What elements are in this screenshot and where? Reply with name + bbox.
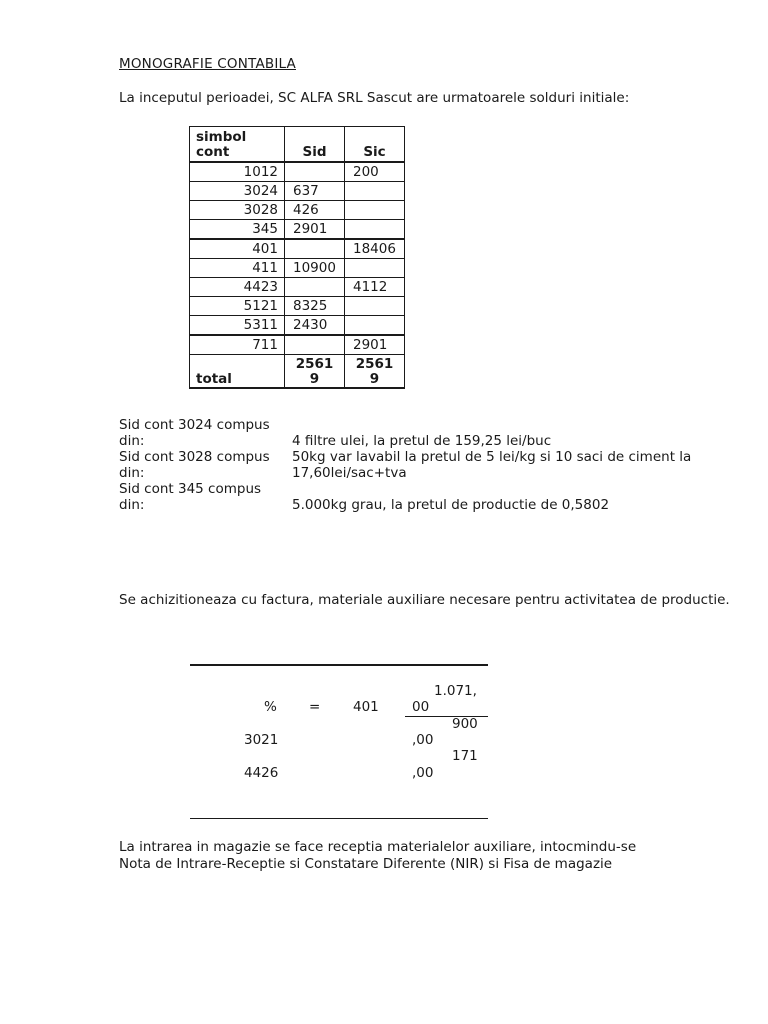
detail-label-3028: Sid cont 3028 compus din: [119, 449, 270, 481]
paragraph-reception: La intrarea in magazie se face receptia materialelor auxiliare, intocmindu-se Nota de Intrare-Receptie si Constatare Diferente (NIR) si Fisa de magazie [119, 839, 637, 872]
detail-text-3028: 50kg var lavabil la pretul de 5 lei/kg si 10 saci de ciment la 17,60lei/sac+tva [292, 449, 692, 481]
document-title: MONOGRAFIE CONTABILA [119, 56, 296, 72]
entry-credit: 401 [353, 699, 379, 715]
entry-total-decimals: 00 [412, 699, 430, 715]
table-row: 345 2901 [190, 220, 405, 240]
detail-text-3024: 4 filtre ulei, la pretul de 159,25 lei/buc [292, 433, 552, 449]
table-row: 5121 8325 [190, 297, 405, 316]
intro-text: La inceputul perioadei, SC ALFA SRL Sascut are urmatoarele solduri initiale: [119, 90, 630, 106]
table-row: 1012 200 [190, 162, 405, 182]
detail-label-345: Sid cont 345 compus din: [119, 481, 262, 513]
detail-text-345: 5.000kg grau, la pretul de productie de 0,5802 [292, 497, 610, 513]
paragraph-acquisition: Se achizitioneaza cu factura, materiale auxiliare necesare pentru activitatea de productie. [119, 592, 730, 608]
entry-total-amount: 1.071, [434, 683, 477, 699]
entry-line1-account: 3021 [244, 732, 279, 748]
table-row: 4423 4112 [190, 278, 405, 297]
header-sid: Sid [285, 127, 345, 163]
table-row: 5311 2430 [190, 316, 405, 336]
table-row: 711 2901 [190, 335, 405, 355]
entry-line1-amount: 900 [452, 716, 478, 732]
initial-balances-table [189, 126, 405, 389]
total-label: total [190, 355, 285, 389]
entry-line2-decimals: ,00 [412, 765, 434, 781]
table-row: 3028 426 [190, 201, 405, 220]
entry-line2-amount: 171 [452, 748, 478, 764]
entry-equals: = [309, 699, 321, 715]
table-row: 3024 637 [190, 182, 405, 201]
table-total-row [190, 355, 405, 389]
table-row: 401 18406 [190, 239, 405, 259]
header-sic: Sic [345, 127, 405, 163]
entry-debit: % [264, 699, 277, 715]
total-sic: 2561 9 [345, 355, 405, 389]
entry-line2-account: 4426 [244, 765, 279, 781]
entry-line1-decimals: ,00 [412, 732, 434, 748]
total-sid: 2561 9 [285, 355, 345, 389]
table-row: 411 10900 [190, 259, 405, 278]
detail-label-3024: Sid cont 3024 compus din: [119, 417, 270, 449]
entry-bottom-rule [190, 818, 488, 819]
entry-top-rule [190, 664, 488, 666]
header-cont: simbol cont [190, 127, 285, 163]
